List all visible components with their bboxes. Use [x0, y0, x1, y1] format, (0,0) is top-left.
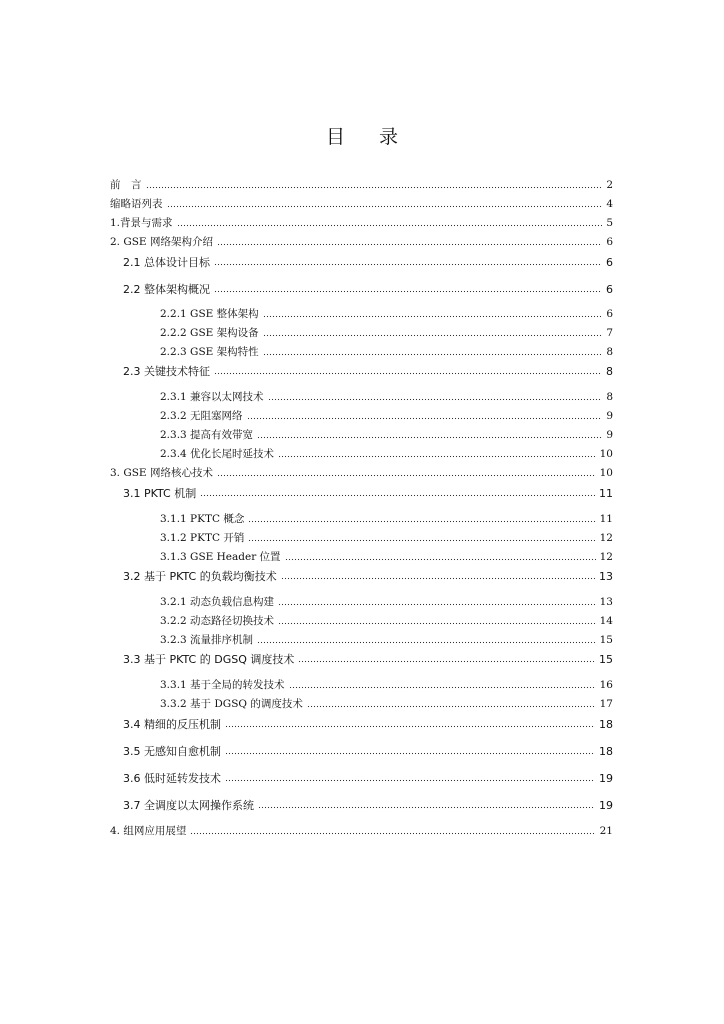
toc-page: 7	[606, 327, 613, 339]
toc-label: 2.3.2 无阻塞网络	[160, 410, 243, 422]
toc-leader	[214, 283, 602, 294]
toc-label: 2.2 整体架构概况	[123, 283, 210, 296]
toc-leader	[190, 825, 595, 836]
toc-page: 10	[599, 448, 613, 460]
toc-page: 18	[599, 718, 613, 731]
toc-page: 10	[599, 467, 613, 479]
toc-label: 4. 组网应用展望	[110, 825, 187, 837]
toc-page: 8	[606, 391, 613, 403]
toc-leader	[278, 596, 596, 607]
toc-entry	[160, 594, 613, 609]
toc-leader	[268, 391, 603, 402]
toc-label: 前 言	[110, 179, 142, 191]
toc-entry	[160, 549, 613, 564]
toc-label: 2.3.1 兼容以太网技术	[160, 391, 264, 403]
toc-page: 11	[599, 513, 613, 525]
toc-leader	[289, 679, 596, 690]
toc-entry	[110, 177, 613, 192]
toc-entry	[123, 770, 613, 786]
toc-entry	[160, 511, 613, 526]
toc-label: 2.2.1 GSE 整体架构	[160, 308, 259, 320]
toc-entry	[123, 716, 613, 732]
toc-leader	[257, 429, 602, 440]
toc-leader	[214, 365, 602, 376]
page-title: 目 录	[325, 126, 413, 148]
toc-page: 8	[606, 365, 613, 378]
toc-page: 4	[606, 198, 613, 210]
toc-page: 9	[606, 410, 613, 422]
toc-entry	[110, 215, 613, 230]
toc-label: 2.3 关键技术特征	[123, 365, 210, 378]
toc-leader	[257, 634, 596, 645]
toc-page: 2	[606, 179, 613, 191]
toc-entry	[123, 281, 613, 297]
toc-leader	[285, 551, 596, 562]
toc-page: 19	[599, 799, 613, 812]
toc-entry	[110, 234, 613, 249]
toc-entry	[160, 696, 613, 711]
toc-label: 3.2 基于 PKTC 的负载均衡技术	[123, 570, 277, 583]
toc-leader	[225, 772, 595, 783]
toc-leader	[214, 256, 602, 267]
toc-label: 3.3.2 基于 DGSQ 的调度技术	[160, 698, 303, 710]
toc-page: 12	[599, 551, 613, 563]
toc-entry	[160, 408, 613, 423]
toc-leader	[298, 653, 595, 664]
toc-leader	[263, 327, 603, 338]
toc-leader	[258, 799, 595, 810]
toc-label: 2. GSE 网络架构介绍	[110, 236, 213, 248]
toc-leader	[263, 308, 603, 319]
toc-page: 6	[606, 256, 613, 269]
toc-entry	[123, 743, 613, 759]
toc-label: 3.1 PKTC 机制	[123, 487, 197, 500]
toc-entry	[160, 389, 613, 404]
toc-page: 15	[599, 653, 613, 666]
toc-leader	[278, 448, 596, 459]
toc-label: 3.2.3 流量排序机制	[160, 634, 254, 646]
toc-label: 2.3.4 优化长尾时延技术	[160, 448, 275, 460]
toc-label: 3.3.1 基于全局的转发技术	[160, 679, 285, 691]
toc-page: 17	[599, 698, 613, 710]
toc-page: 12	[599, 532, 613, 544]
toc-label: 2.3.3 提高有效带宽	[160, 429, 254, 441]
toc-page: 6	[606, 283, 613, 296]
toc-label: 3.6 低时延转发技术	[123, 772, 221, 785]
toc-label: 3.1.1 PKTC 概念	[160, 513, 245, 525]
toc-page: 6	[606, 308, 613, 320]
toc-label: 2.2.3 GSE 架构特性	[160, 346, 259, 358]
toc-label: 3. GSE 网络核心技术	[110, 467, 213, 479]
toc-label: 3.1.2 PKTC 开销	[160, 532, 245, 544]
toc-entry	[123, 485, 613, 501]
toc-entry	[160, 530, 613, 545]
toc-page: 13	[599, 570, 613, 583]
toc-leader	[167, 198, 603, 209]
toc-label: 2.1 总体设计目标	[123, 256, 210, 269]
toc-page: 6	[606, 236, 613, 248]
toc-label: 1.背景与需求	[110, 217, 173, 229]
toc-entry	[110, 465, 613, 480]
toc-entry	[160, 632, 613, 647]
toc-leader	[248, 513, 595, 524]
toc-entry	[123, 797, 613, 813]
toc-page: 21	[599, 825, 613, 837]
toc-entry	[160, 306, 613, 321]
toc-entry	[160, 344, 613, 359]
toc-leader	[200, 487, 595, 498]
toc-label: 3.1.3 GSE Header 位置	[160, 551, 281, 563]
toc-label: 3.7 全调度以太网操作系统	[123, 799, 254, 812]
toc-leader	[248, 532, 595, 543]
toc-leader	[247, 410, 603, 421]
toc-entry	[110, 823, 613, 838]
toc-entry	[110, 196, 613, 211]
toc-leader	[217, 467, 596, 478]
toc-label: 3.3 基于 PKTC 的 DGSQ 调度技术	[123, 653, 295, 666]
toc-entry	[123, 254, 613, 270]
toc-page: 15	[599, 634, 613, 646]
toc-page: 5	[606, 217, 613, 229]
toc-entry	[160, 325, 613, 340]
toc-label: 3.5 无感知自愈机制	[123, 745, 221, 758]
toc-leader	[225, 745, 595, 756]
toc-entry	[123, 363, 613, 379]
toc-entry	[160, 613, 613, 628]
toc-leader	[263, 346, 603, 357]
toc-leader	[217, 236, 602, 247]
toc-label: 3.2.1 动态负载信息构建	[160, 596, 275, 608]
toc-entry	[160, 427, 613, 442]
toc-leader	[281, 570, 595, 581]
toc-page: 18	[599, 745, 613, 758]
toc-entry	[123, 651, 613, 667]
toc-leader	[146, 179, 603, 190]
toc-entry	[123, 568, 613, 584]
toc-page: 13	[599, 596, 613, 608]
toc-page: 19	[599, 772, 613, 785]
toc-page: 9	[606, 429, 613, 441]
toc-label: 3.4 精细的反压机制	[123, 718, 221, 731]
toc-page: 11	[599, 487, 613, 500]
toc-label: 缩略语列表	[110, 198, 163, 210]
toc-entry	[160, 446, 613, 461]
toc-leader	[278, 615, 596, 626]
toc-page: 8	[606, 346, 613, 358]
toc-leader	[177, 217, 603, 228]
toc-leader	[307, 698, 596, 709]
toc-page: 14	[599, 615, 613, 627]
toc-leader	[225, 718, 595, 729]
toc-label: 2.2.2 GSE 架构设备	[160, 327, 259, 339]
toc-entry	[160, 677, 613, 692]
toc-label: 3.2.2 动态路径切换技术	[160, 615, 275, 627]
toc-page: 16	[599, 679, 613, 691]
